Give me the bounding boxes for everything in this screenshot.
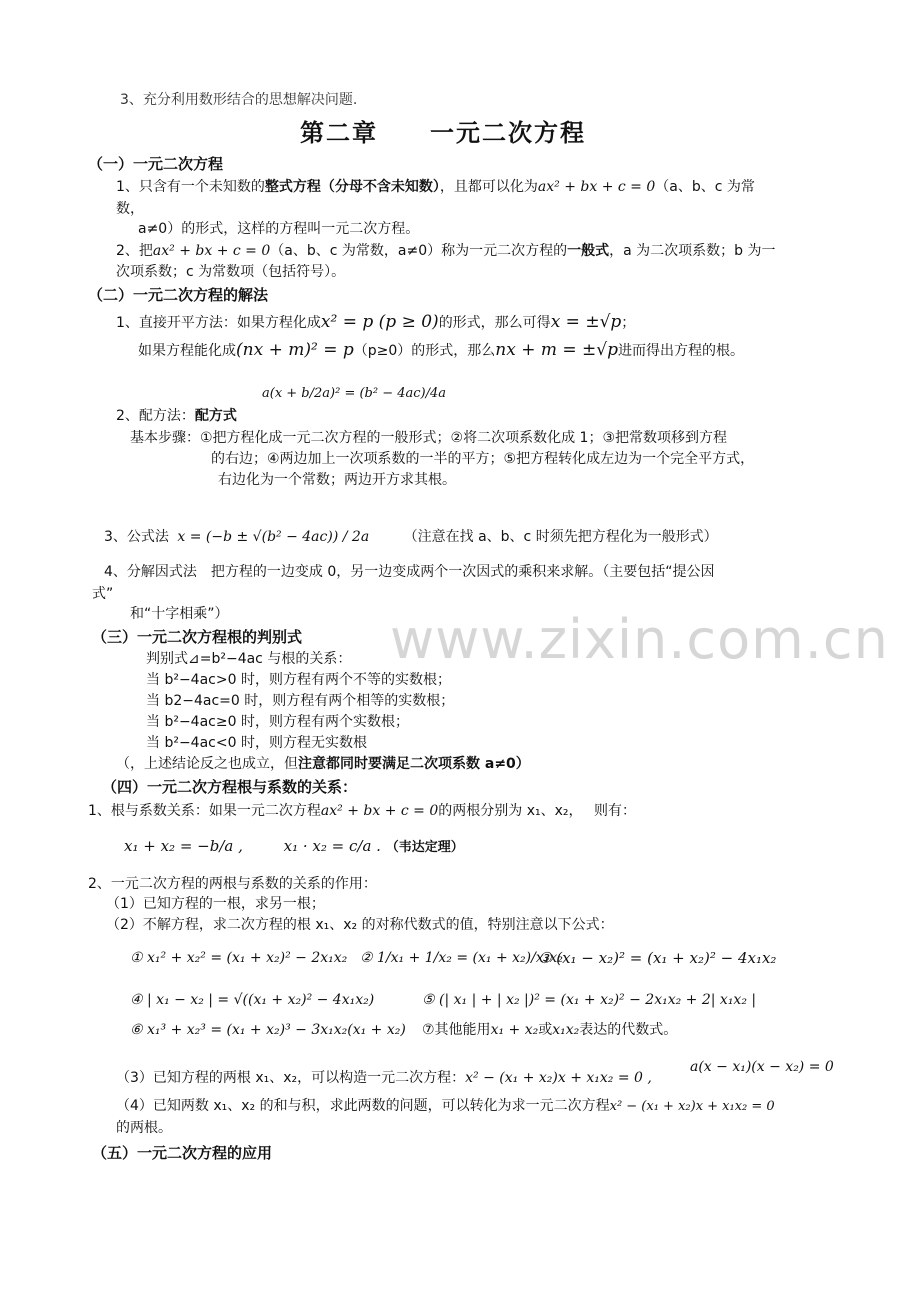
vieta-formulas (124, 836, 464, 858)
sec1-paragraph-1-cont: 数， (116, 201, 144, 217)
section-5-title: （五）一元二次方程的应用 (92, 1144, 273, 1162)
factored-form: a(x − x₁)(x − x₂) = 0 (690, 1059, 834, 1075)
section-2-title: （二）一元二次方程的解法 (88, 286, 269, 304)
relation-use-4-end: 的两根。 (116, 1120, 172, 1136)
root-coefficient-relation: 1、根与系数关系：如果一元二次方程ax² + bx + c = 0的两根分别为 x₁、x₂， 则有： (88, 803, 636, 819)
section-1-title: （一）一元二次方程 (88, 155, 224, 173)
method-2-steps-2: 的右边；④两边加上一次项系数的一半的平方；⑤把方程转化成左边为一个完全平方式， (211, 451, 755, 467)
completing-square-formula: a(x + b/2a)² = (b² − 4ac)/4a (262, 386, 447, 401)
formula-6: ⑥ x₁³ + x₂³ = (x₁ + x₂)³ − 3x₁x₂(x₁ + x₂) (130, 1022, 406, 1038)
relation-use-3: （3）已知方程的两根 x₁、x₂，可以构造一元二次方程：x² − (x₁ + x₂)x + x₁x₂ = 0 , (116, 1070, 652, 1086)
discriminant-intro: 判别式⊿=b²−4ac 与根的关系： (146, 651, 352, 667)
section-3-title: （三）一元二次方程根的判别式 (92, 628, 303, 646)
method-1-line-1: 1、直接开平方法：如果方程化成x² = p (p ≥ 0)的形式，那么可得x = ±√p； (116, 312, 636, 332)
sec1-paragraph-1-end: a≠0）的形式，这样的方程叫一元二次方程。 (138, 221, 420, 237)
method-2-steps-3: 右边化为一个常数；两边开方求其根。 (218, 472, 456, 488)
relation-use-1: （1）已知方程的一根，求另一根； (106, 896, 325, 912)
method-4-line-1: 4、分解因式法 把方程的一边变成 0，另一边变成两个一次因式的乘积来求解。（主要包括“提公因 (104, 564, 715, 580)
formula-3: ③ (x₁ − x₂)² = (x₁ + x₂)² − 4x₁x₂ (538, 949, 777, 967)
method-1-line-2: 如果方程能化成(nx + m)² = p（p≥0）的形式，那么nx + m = ±√p进而得出方程的根。 (138, 340, 744, 360)
formula-1: ① x₁² + x₂² = (x₁ + x₂)² − 2x₁x₂ (130, 950, 348, 966)
chapter-title: 第二章 一元二次方程 (300, 119, 586, 147)
formula-2: ② 1/x₁ + 1/x₂ = (x₁ + x₂)/x₁x₂ (360, 950, 563, 966)
sec1-paragraph-2: 2、把ax² + bx + c = 0（a、b、c 为常数，a≠0）称为一元二次方程的一般式，a 为二次项系数；b 为一 (116, 243, 776, 259)
sec1-paragraph-1: 1、只含有一个未知数的整式方程（分母不含未知数），且都可以化为ax² + bx + c = 0（a、b、c 为常 (116, 179, 755, 195)
formula-7: ⑦其他能用x₁ + x₂或x₁x₂表达的代数式。 (422, 1022, 678, 1038)
discriminant-note: （，上述结论反之也成立，但注意都同时要满足二次项系数 a≠0） (116, 756, 530, 772)
vieta-label: （韦达定理） (385, 840, 464, 855)
formula-5: ⑤ (| x₁ | + | x₂ |)² = (x₁ + x₂)² − 2x₁x₂ + 2| x₁x₂ | (422, 992, 757, 1008)
discriminant-case-4: 当 b²−4ac<0 时，则方程无实数根 (146, 735, 367, 751)
discriminant-case-2: 当 b2−4ac=0 时，则方程有两个相等的实数根； (146, 693, 455, 709)
vieta-product: x₁ · x₂ = c/a . (283, 837, 381, 855)
formula-4: ④ | x₁ − x₂ | = √((x₁ + x₂)² − 4x₁x₂) (130, 992, 375, 1008)
method-4-line-2: 式” (92, 586, 114, 602)
watermark: www.zixin.com.cn (390, 608, 889, 671)
section-4-title: （四）一元二次方程根与系数的关系： (102, 778, 358, 796)
method-2-title: 2、配方法：配方式 (116, 408, 237, 424)
relation-use-4: （4）已知两数 x₁、x₂ 的和与积，求此两数的问题，可以转化为求一元二次方程x² − (x₁ + x₂)x + x₁x₂ = 0 (116, 1098, 775, 1114)
intro-item: 3、充分利用数形结合的思想解决问题. (120, 92, 358, 108)
method-2-steps-1: 基本步骤：①把方程化成一元二次方程的一般形式；②将二次项系数化成 1；③把常数项移到方程 (130, 430, 728, 446)
discriminant-case-3: 当 b²−4ac≥0 时，则方程有两个实数根； (146, 714, 409, 730)
vieta-sum: x₁ + x₂ = −b/a , (124, 837, 243, 855)
relation-use-2: （2）不解方程，求二次方程的根 x₁、x₂ 的对称代数式的值，特别注意以下公式： (106, 917, 614, 933)
method-3-line: 3、公式法 x = (−b ± √(b² − 4ac)) / 2a （注意在找 a、b、c 时须先把方程化为一般形式） (104, 529, 718, 545)
relation-uses-title: 2、一元二次方程的两根与系数的关系的作用： (88, 876, 377, 892)
discriminant-case-1: 当 b²−4ac>0 时，则方程有两个不等的实数根； (146, 672, 451, 688)
method-4-line-3: 和“十字相乘”） (130, 606, 229, 622)
sec1-paragraph-2-cont: 次项系数；c 为常数项（包括符号）。 (116, 264, 346, 280)
